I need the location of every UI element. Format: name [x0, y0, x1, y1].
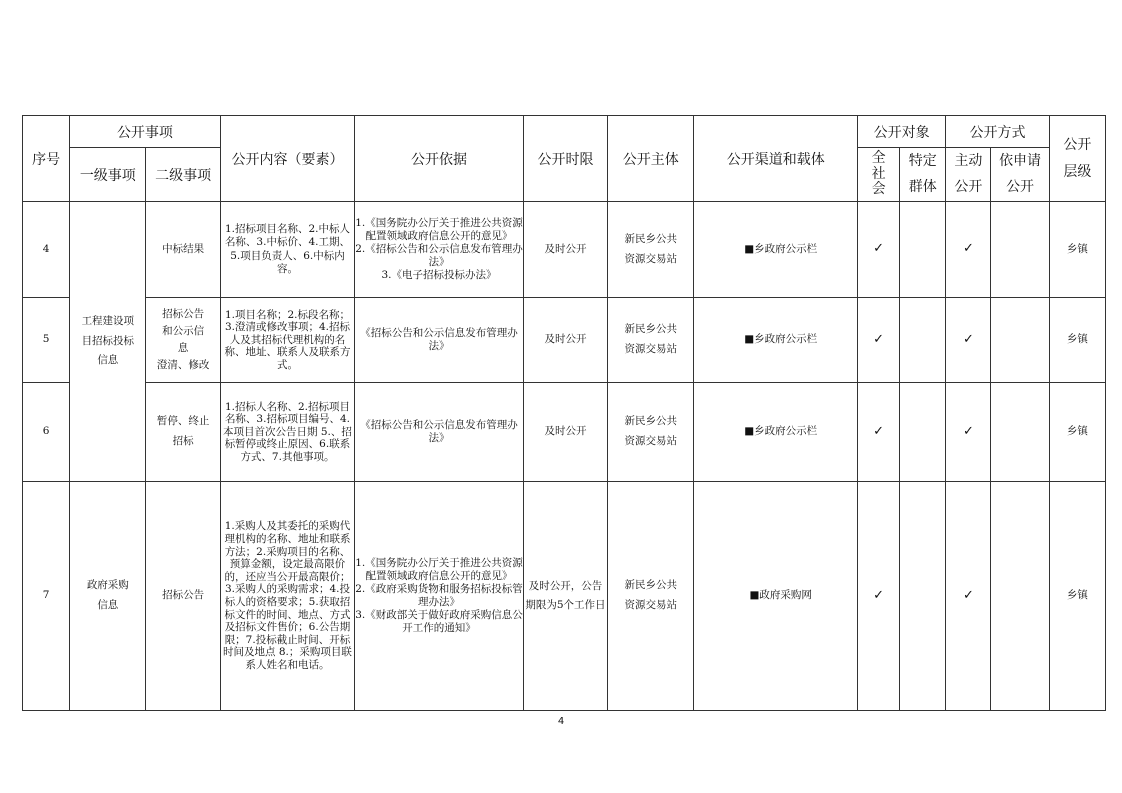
- check-icon: ✓: [858, 298, 900, 383]
- row-level1: 政府采购信息: [70, 482, 146, 711]
- header-content: 公开内容（要素）: [220, 116, 354, 202]
- table-row: [23, 298, 1106, 383]
- page-number: 4: [557, 716, 565, 727]
- row-level2: 招标公告 和公示信 息 澄清、修改: [146, 298, 220, 383]
- row-channel: ■乡政府公示栏: [694, 383, 858, 482]
- row-basis: 《招标公告和公示信息发布管理办法》: [355, 298, 524, 383]
- row-seq: 5: [23, 298, 70, 383]
- row-subject: 新民乡公共资源交易站: [608, 202, 694, 298]
- row-subject: 新民乡公共资源交易站: [608, 383, 694, 482]
- row-seq: 7: [23, 482, 70, 711]
- row-channel: ■政府采购网: [694, 482, 858, 711]
- row-level1: 工程建设项目招标投标信息: [70, 202, 146, 482]
- header-method-group: 公开方式: [946, 116, 1049, 148]
- row-time: 及时公开: [523, 383, 607, 482]
- header-level: [1049, 116, 1105, 202]
- header-level-line2: 层级: [1063, 163, 1092, 180]
- row-time: 及时公开: [523, 298, 607, 383]
- row-basis: 1.《国务院办公厅关于推进公共资源配置领域政府信息公开的意见》 2.《政府采购货物和服务招标投标管理办法》 3.《财政部关于做好政府采购信息公开工作的通知》: [355, 482, 524, 711]
- row-level: 乡镇: [1049, 202, 1105, 298]
- row-seq: 6: [23, 383, 70, 482]
- check-icon: ✓: [858, 482, 900, 711]
- row-subject: 新民乡公共资源交易站: [608, 482, 694, 711]
- check-icon: ✓: [946, 383, 991, 482]
- header-level1: 一级事项: [70, 148, 146, 202]
- table-row: [23, 482, 1106, 711]
- header-basis: 公开依据: [355, 116, 524, 202]
- check-icon: ✓: [946, 202, 991, 298]
- check-icon: ✓: [946, 298, 991, 383]
- row-channel: ■乡政府公示栏: [694, 298, 858, 383]
- header-level-line1: 公开: [1063, 136, 1092, 153]
- header-method-active: 主动 公开: [946, 148, 991, 202]
- header-subject: 公开主体: [608, 116, 694, 202]
- header-audience-group: 公开对象: [858, 116, 946, 148]
- header-method-request: 依申请 公开: [991, 148, 1049, 202]
- row-level: 乡镇: [1049, 298, 1105, 383]
- row-content: 1.招标人名称、2.招标项目名称、3.招标项目编号、4.本项目首次公告日期 5.、招标暂停或终止原因、6.联系方式、7.其他事项。: [220, 383, 354, 482]
- row-level2: 招标公告: [146, 482, 220, 711]
- row-time: 及时公开，公告期限为5个工作日: [523, 482, 607, 711]
- check-icon: ✓: [946, 482, 991, 711]
- table-row: [23, 202, 1106, 298]
- row-subject: 新民乡公共资源交易站: [608, 298, 694, 383]
- row-level: 乡镇: [1049, 383, 1105, 482]
- row-content: 1.采购人及其委托的采购代理机构的名称、地址和联系方法；2.采购项目的名称、预算金额，设定最高限价的，还应当公开最高限价；3.采购人的采购需求；4.投标人的资格要求；5.获取招标文件的时间、地点、方式及招标文件售价；6.公告期限；7.投标截止时间、开标时间及地点 8.；采购项目联系人姓名和电话。: [220, 482, 354, 711]
- header-time-limit: 公开时限: [523, 116, 607, 202]
- header-items-group: 公开事项: [70, 116, 221, 148]
- row-basis: 《招标公告和公示信息发布管理办法》: [355, 383, 524, 482]
- row-time: 及时公开: [523, 202, 607, 298]
- row-channel: ■乡政府公示栏: [694, 202, 858, 298]
- check-icon: ✓: [858, 202, 900, 298]
- header-audience-all: 全社会: [858, 148, 900, 202]
- disclosure-table: [22, 115, 1106, 711]
- row-level2: 中标结果: [146, 202, 220, 298]
- header-channel: 公开渠道和载体: [694, 116, 858, 202]
- check-icon: ✓: [858, 383, 900, 482]
- row-seq: 4: [23, 202, 70, 298]
- row-basis: 1.《国务院办公厅关于推进公共资源配置领域政府信息公开的意见》 2.《招标公告和公示信息发布管理办法》 3.《电子招标投标办法》: [355, 202, 524, 298]
- table-row: [23, 383, 1106, 482]
- row-content: 1.招标项目名称、2.中标人名称、3.中标价、4.工期、5.项目负责人、6.中标内容。: [220, 202, 354, 298]
- row-level: 乡镇: [1049, 482, 1105, 711]
- header-audience-specific: 特定 群体: [900, 148, 946, 202]
- header-seq: 序号: [23, 116, 70, 202]
- row-content: 1.项目名称；2.标段名称；3.澄清或修改事项；4.招标人及其招标代理机构的名称、地址、联系人及联系方式。: [220, 298, 354, 383]
- header-level2: 二级事项: [146, 148, 220, 202]
- row-level2: 暂停、终止 招标: [146, 383, 220, 482]
